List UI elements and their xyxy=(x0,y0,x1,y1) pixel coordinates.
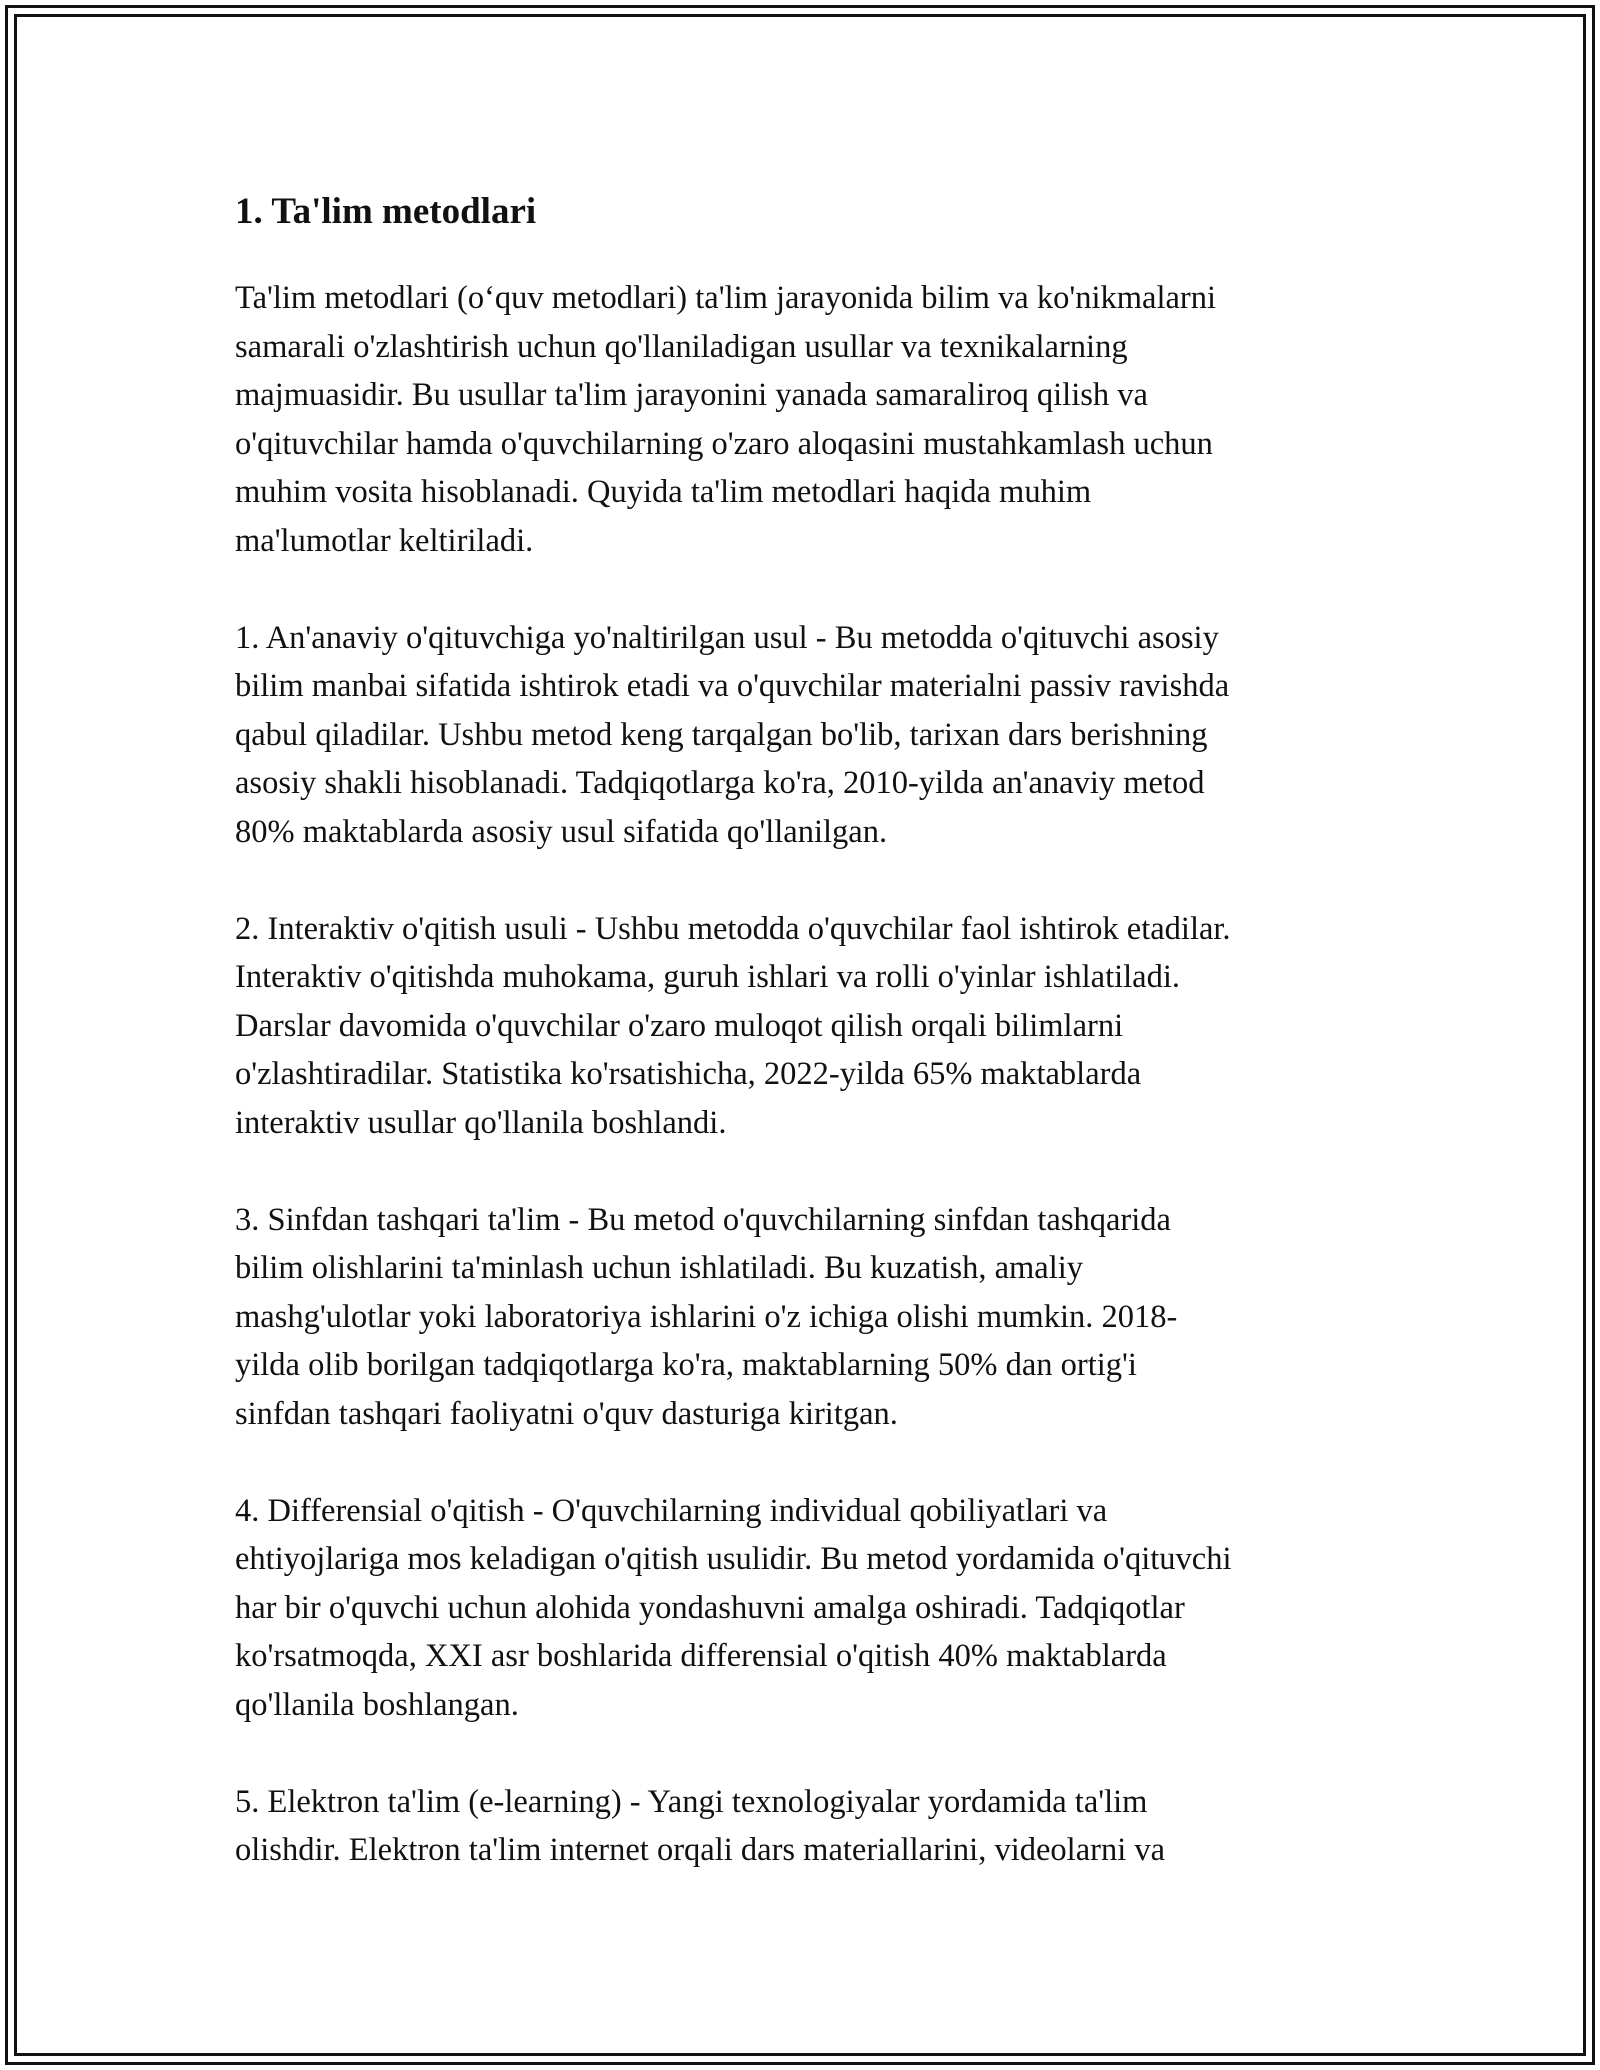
text-line: ehtiyojlariga mos keladigan o'qitish usulidir. Bu metod yordamida o'qituvchi xyxy=(235,1541,1232,1577)
text-line: muhim vosita hisoblanadi. Quyida ta'lim metodlari haqida muhim xyxy=(235,474,1092,510)
method-5-paragraph xyxy=(235,1778,1370,1875)
text-line: samarali o'zlashtirish uchun qo'llaniladigan usullar va texnikalarning xyxy=(235,328,1128,365)
text-line: o'zlashtiradilar. Statistika ko'rsatishicha, 2022-yilda 65% maktablarda xyxy=(235,1056,1142,1092)
method-4-paragraph xyxy=(235,1487,1370,1730)
text-line: 3. Sinfdan tashqari ta'lim - Bu metod o'quvchilarning sinfdan tashqarida xyxy=(235,1201,1171,1238)
text-line: ko'rsatmoqda, XXI asr boshlarida differensial o'qitish 40% maktablarda xyxy=(235,1638,1167,1674)
text-line: 2. Interaktiv o'qitish usuli - Ushbu metodda o'quvchilar faol ishtirok etadilar. xyxy=(235,910,1231,947)
text-line: mashg'ulotlar yoki laboratoriya ishlarini o'z ichiga olishi mumkin. 2018- xyxy=(235,1298,1178,1335)
text-line: bilim manbai sifatida ishtirok etadi va o'quvchilar materialni passiv ravishda xyxy=(235,668,1230,704)
text-line: Ta'lim metodlari (o‘quv metodlari) ta'lim jarayonida bilim va ko'nikmalarni xyxy=(235,280,1216,316)
text-line: har bir o'quvchi uchun alohida yondashuvni amalga oshiradi. Tadqiqotlar xyxy=(235,1589,1185,1626)
text-line: asosiy shakli hisoblanadi. Tadqiqotlarga ko'ra, 2010-yilda an'anaviy metod xyxy=(235,765,1205,801)
text-line: majmuasidir. Bu usullar ta'lim jarayonini yanada samaraliroq qilish va xyxy=(235,377,1148,413)
method-2-paragraph xyxy=(235,905,1370,1148)
method-3-paragraph xyxy=(235,1196,1370,1439)
method-1-paragraph xyxy=(235,614,1370,857)
document-title: 1. Ta'lim metodlari xyxy=(235,191,537,232)
document-body xyxy=(235,186,1370,1875)
paragraph-gap xyxy=(235,1729,1370,1778)
paragraph-gap xyxy=(235,565,1370,614)
text-line: o'qituvchilar hamda o'quvchilarning o'zaro aloqasini mustahkamlash uchun xyxy=(235,425,1213,462)
text-line: Darslar davomida o'quvchilar o'zaro muloqot qilish orqali bilimlarni xyxy=(235,1007,1124,1044)
paragraph-gap xyxy=(235,1147,1370,1196)
text-line: 80% maktablarda asosiy usul sifatida qo'llanilgan. xyxy=(235,813,888,850)
text-line: 5. Elektron ta'lim (e-learning) - Yangi texnologiyalar yordamida ta'lim xyxy=(235,1783,1148,1820)
paragraph-gap xyxy=(235,1438,1370,1487)
text-line: yilda olib borilgan tadqiqotlarga ko'ra, maktablarning 50% dan ortig'i xyxy=(235,1347,1137,1383)
text-line: sinfdan tashqari faoliyatni o'quv dasturiga kiritgan. xyxy=(235,1395,898,1432)
text-line: 1. An'anaviy o'qituvchiga yo'naltirilgan usul - Bu metodda o'qituvchi asosiy xyxy=(235,619,1219,656)
text-line: interaktiv usullar qo'llanila boshlandi. xyxy=(235,1104,727,1141)
text-line: Interaktiv o'qitishda muhokama, guruh ishlari va rolli o'yinlar ishlatiladi. xyxy=(235,959,1180,995)
intro-paragraph xyxy=(235,274,1370,565)
paragraph-gap xyxy=(235,856,1370,905)
text-line: bilim olishlarini ta'minlash uchun ishlatiladi. Bu kuzatish, amaliy xyxy=(235,1250,1084,1286)
text-line: 4. Differensial o'qitish - O'quvchilarning individual qobiliyatlari va xyxy=(235,1492,1108,1529)
text-line: qo'llanila boshlangan. xyxy=(235,1686,519,1723)
text-line: olishdir. Elektron ta'lim internet orqali dars materiallarini, videolarni va xyxy=(235,1832,1166,1868)
text-line: qabul qiladilar. Ushbu metod keng tarqalgan bo'lib, tarixan dars berishning xyxy=(235,716,1208,753)
text-line: ma'lumotlar keltiriladi. xyxy=(235,522,534,559)
